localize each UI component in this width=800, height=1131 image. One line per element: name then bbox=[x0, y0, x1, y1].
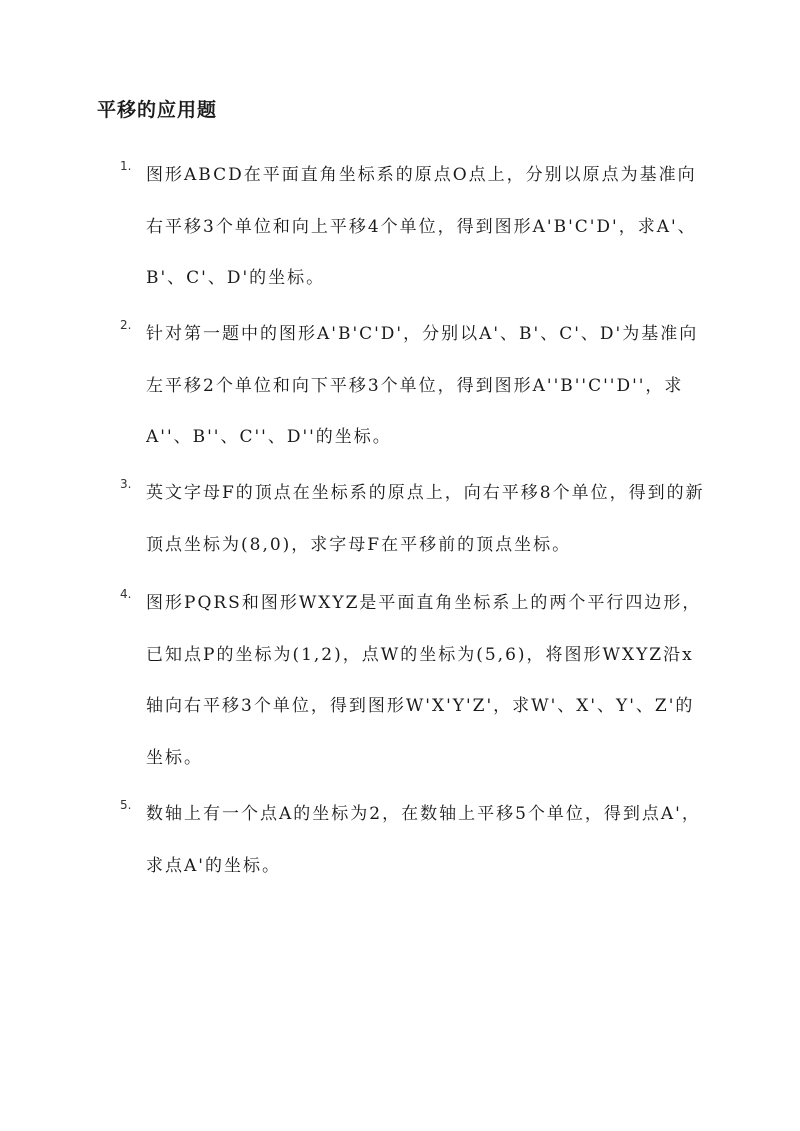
question-text: 图形PQRS和图形WXYZ是平面直角坐标系上的两个平行四边形，已知点P的坐标为(1,2)，点W的坐标为(5,6)，将图形WXYZ沿x轴向右平移3个单位，得到图形W'X'Y'Z'，求W'、X'、Y'、Z'的坐标。 bbox=[146, 593, 702, 768]
question-number: 2. bbox=[120, 318, 132, 332]
question-number: 3. bbox=[120, 477, 132, 491]
question-text: 数轴上有一个点A的坐标为2，在数轴上平移5个单位，得到点A'，求点A'的坐标。 bbox=[146, 804, 701, 876]
question-number: 1. bbox=[120, 159, 132, 173]
document-title: 平移的应用题 bbox=[97, 99, 218, 121]
question-text: 英文字母F的顶点在坐标系的原点上，向右平移8个单位，得到的新顶点坐标为(8,0)，求字母F在平移前的顶点坐标。 bbox=[146, 483, 705, 555]
question-number: 5. bbox=[120, 798, 132, 812]
question-number: 4. bbox=[120, 587, 132, 601]
question-text: 针对第一题中的图形A'B'C'D'，分别以A'、B'、C'、D'为基准向左平移2个单位和向下平移3个单位，得到图形A''B''C''D''，求A''、B''、C''、D''的坐标。 bbox=[146, 324, 699, 447]
question-text: 图形ABCD在平面直角坐标系的原点O点上，分别以原点为基准向右平移3个单位和向上平移4个单位，得到图形A'B'C'D'，求A'、B'、C'、D'的坐标。 bbox=[146, 165, 697, 288]
